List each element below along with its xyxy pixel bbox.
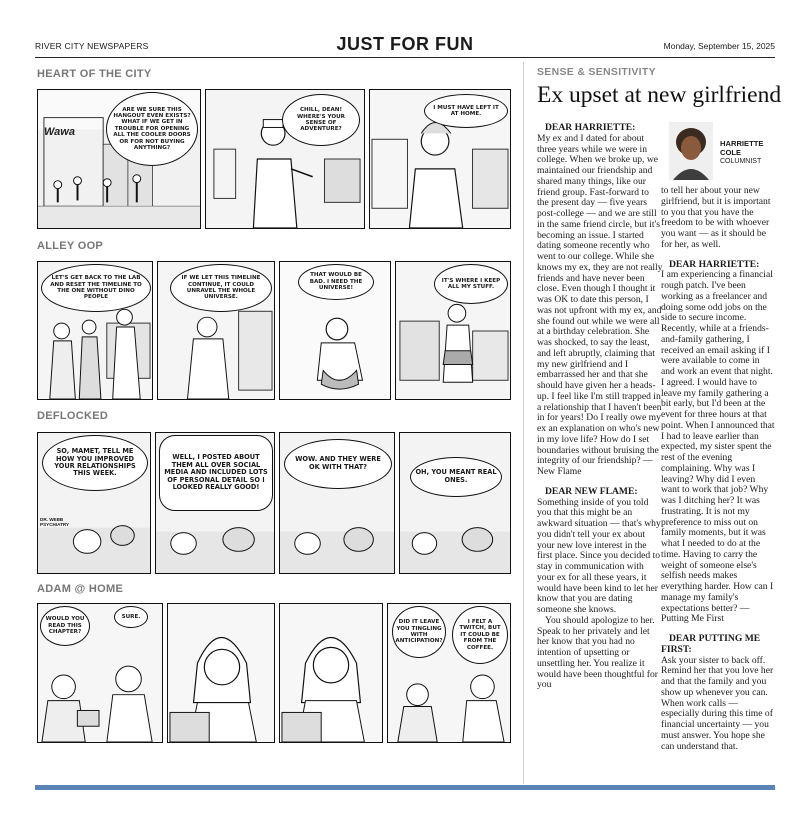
speech-bubble: OH, YOU MEANT REAL ONES. xyxy=(410,457,502,497)
comic-title-alley-oop: ALLEY OOP xyxy=(37,240,104,252)
comic-panel xyxy=(37,89,201,229)
comic-panel xyxy=(37,603,163,743)
comic-panel xyxy=(157,261,275,400)
comic-art xyxy=(400,433,510,573)
speech-bubble: SO, MAMET, TELL ME HOW YOU IMPROVED YOUR RELATIONSHIPS THIS WEEK. xyxy=(42,435,148,491)
advice-section-label: SENSE & SENSITIVITY xyxy=(537,66,656,78)
reply-salutation: DEAR NEW FLAME: xyxy=(545,485,638,497)
comic-panel xyxy=(155,432,275,574)
publication-name: RIVER CITY NEWSPAPERS xyxy=(35,41,149,51)
speech-bubble: CHILL, DEAN! WHERE'S YOUR SENSE OF ADVENTURE? xyxy=(282,94,360,146)
comic-panel xyxy=(387,603,511,743)
comic-panel xyxy=(37,432,151,574)
letter-salutation: DEAR HARRIETTE: xyxy=(669,258,760,270)
speech-bubble: DID IT LEAVE YOU TINGLING WITH ANTICIPATION? xyxy=(392,606,446,658)
reply-body: Something inside of you told you that this might be an awkward situation — that's why you didn't tell your ex about your new love interest in the first place. Since you decided to stay in communication with your ex for all these years, it would have been kind to let her know that you are dating someone she knows. xyxy=(537,496,661,615)
comic-art xyxy=(280,604,382,742)
masthead xyxy=(35,34,775,56)
letter-body: My ex and I dated for about three years while we were in college. When we broke up, we maintained our friendship and shared many things, like our friend group. Fast-forward to the present day — five years post-college — and we are still in the same friend circle, but it's becoming an issue. I started dating someone recently who went to our college. While she knows my ex, they are not really friends and have never been close. Even though I thought it was OK to date this person, I was not upfront with my ex, and she found out while we were all at a birthday celebration. She was shocked, to say the least, and left abruptly, claiming that my new girlfriend and I embarrassed her and that she should have given her a heads-up. I feel like I'm still trapped in a relationship that I haven't been in for years! Do I really owe my ex an explanation on who's new in my love life? How do I set boundaries without bruising the integrity of our friendship? — New Flame xyxy=(537,132,663,477)
advice-column-2 xyxy=(661,186,775,752)
comic-strip-adam-at-home xyxy=(37,603,511,743)
columnist-byline xyxy=(669,122,775,184)
comic-title-deflocked: DEFLOCKED xyxy=(37,410,109,422)
speech-bubble: WOULD YOU READ THIS CHAPTER? xyxy=(40,606,90,646)
comic-strip-alley-oop xyxy=(37,261,511,400)
comic-art xyxy=(168,604,274,742)
office-sign: DR. WEBB PSYCHIATRY xyxy=(40,517,70,527)
speech-bubble: IF WE LET THIS TIMELINE CONTINUE, IT COULD UNRAVEL THE WHOLE UNIVERSE. xyxy=(170,264,272,312)
speech-bubble: THAT WOULD BE BAD. I NEED THE UNIVERSE! xyxy=(298,264,374,300)
comic-strip-deflocked xyxy=(37,432,511,574)
comic-panel xyxy=(167,603,275,743)
speech-bubble: WELL, I POSTED ABOUT THEM ALL OVER SOCIAL MEDIA AND INCLUDED LOTS OF PERSONAL DETAIL SO I LOOKED REALLY GOOD! xyxy=(159,435,273,511)
comic-strip-heart-of-the-city xyxy=(37,89,511,229)
advice-headline: Ex upset at new girlfriend xyxy=(537,82,782,108)
masthead-rule xyxy=(35,57,775,58)
speech-bubble: I MUST HAVE LEFT IT AT HOME. xyxy=(424,94,508,128)
comic-panel xyxy=(205,89,365,229)
column-divider xyxy=(523,62,524,784)
reply-body-continued: to tell her about your new girlfriend, but it is important to you that you have the freedom to be with whoever you want — as it should be for her, as well. xyxy=(661,185,771,250)
comic-panel xyxy=(37,261,153,400)
letter-body: I am experiencing a financial rough patch. I've been working as a freelancer and doing some odd jobs on the side to secure income. Recently, while at a friends-and-family gathering, I received an email asking if I were available to come in and work an event that night. I agreed. I would have to leave my family gathering a bit early, but I'd been at the event for three hours at that point. When I announced that I had to leave earlier than expected, my sister spent the rest of the evening complaining. Why was I leaving? Why did I even want to work that job? Why was I ditching her? It was frustrating. It is not my preference to miss out on family moments, but it was what I needed to do at the time. Having to carry the weight of someone else's selfish needs makes everything harder. How can I manage my family's expectations better? — Putting Me First xyxy=(661,269,775,625)
speech-bubble: WOW. AND THEY WERE OK WITH THAT? xyxy=(284,439,392,489)
speech-bubble: LET'S GET BACK TO THE LAB AND RESET THE TIMELINE TO THE ONE WITHOUT DINO PEOPLE xyxy=(41,264,151,312)
speech-bubble: IT'S WHERE I KEEP ALL MY STUFF. xyxy=(434,264,508,304)
speech-bubble: SURE. xyxy=(114,606,148,628)
comic-title-adam-at-home: ADAM @ HOME xyxy=(37,583,124,595)
advice-column-1 xyxy=(537,123,663,691)
comic-panel xyxy=(369,89,511,229)
comic-panel xyxy=(399,432,511,574)
comic-panel xyxy=(279,261,391,400)
footer-accent-bar xyxy=(35,785,775,790)
speech-bubble: ARE WE SURE THIS HANGOUT EVEN EXISTS? WHAT IF WE GET IN TROUBLE FOR OPENING ALL THE COOLER DOORS OR FOR NOT BUYING ANYTHING? xyxy=(106,92,198,166)
comic-panel xyxy=(395,261,511,400)
comic-panel xyxy=(279,603,383,743)
columnist-role: COLUMNIST xyxy=(720,158,762,165)
columnist-name: HARRIETTE COLE xyxy=(720,139,764,157)
comic-panel xyxy=(279,432,395,574)
reply-body: Ask your sister to back off. Remind her that you love her and that the family and you show up whenever you can. When work calls — especially during this time of financial uncertainty — you must answer. You hope she can understand that. xyxy=(661,654,774,752)
letter-salutation: DEAR HARRIETTE: xyxy=(545,122,636,133)
speech-bubble: I FELT A TWITCH, BUT IT COULD BE FROM THE COFFEE. xyxy=(452,606,508,664)
reply-salutation: DEAR PUTTING ME FIRST: xyxy=(661,633,761,655)
columnist-photo xyxy=(669,122,713,180)
store-sign: Wawa xyxy=(44,126,75,138)
reply-body-continued: You should apologize to her. Speak to her privately and let her know that you had no intention of upsetting or unsettling her. You realize it would have been thoughtful for you xyxy=(537,614,658,691)
comic-title-heart-of-the-city: HEART OF THE CITY xyxy=(37,68,152,80)
issue-date: Monday, September 15, 2025 xyxy=(663,41,775,51)
section-title: JUST FOR FUN xyxy=(336,34,474,54)
